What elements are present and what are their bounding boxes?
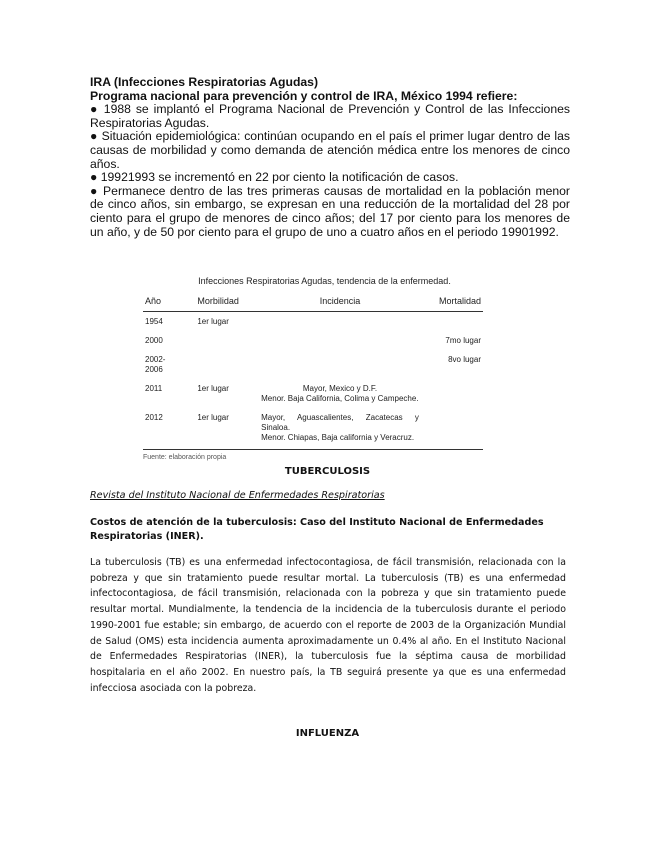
cell-anio: 2011 (145, 384, 163, 393)
incidencia-menor: Menor. Chiapas, Baja california y Veracruz. (261, 433, 415, 442)
cell-mortalidad (421, 379, 483, 408)
cell-anio: 2002-2006 (145, 355, 166, 374)
table-header-row (143, 294, 483, 312)
cell-morbilidad: 1er lugar (181, 408, 259, 450)
cell-morbilidad (181, 350, 259, 379)
header-incidencia: Incidencia (259, 294, 421, 312)
ira-bullet: ● 1988 se implantó el Programa Nacional de Prevención y Control de las Infecciones Respiratorias Agudas. (90, 102, 570, 130)
incidencia-mayor: Mayor, Aguascalientes, Zacatecas y Sinaloa. (261, 413, 419, 432)
influenza-heading: INFLUENZA (295, 728, 360, 739)
incidencia-menor: Menor. Baja California, Colima y Campeche. (261, 394, 419, 403)
header-mortalidad: Mortalidad (421, 294, 483, 312)
cell-morbilidad: 1er lugar (197, 317, 229, 326)
ira-bullet: ● Situación epidemiológica: continúan ocupando en el país el primer lugar dentro de las causas de morbilidad y como demanda de atención médica entre los menores de cinco años. (90, 129, 570, 171)
cell-anio: 2012 (143, 408, 181, 450)
header-anio: Año (143, 294, 181, 312)
cell-anio: 1954 (145, 317, 163, 326)
ira-subtitle: Programa nacional para prevención y control de IRA, México 1994 refiere: (90, 88, 518, 103)
costos-heading: Costos de atención de la tuberculosis: Caso del Instituto Nacional de Enfermedades Respiratorias (INER). (90, 517, 544, 542)
ira-title: IRA (Infecciones Respiratorias Agudas) (90, 75, 319, 89)
table-footnote-cut: Fuente: elaboración propia (143, 454, 227, 461)
cell-incidencia (259, 331, 421, 350)
cell-anio: 2000 (145, 336, 163, 345)
table-title: Infecciones Respiratorias Agudas, tendencia de la enfermedad. (198, 276, 451, 286)
incidencia-mayor: Mayor, Mexico y D.F. (302, 384, 378, 393)
cell-morbilidad (181, 331, 259, 350)
source-reference: Revista del Instituto Nacional de Enfermedades Respiratorias (90, 490, 385, 501)
table-row (143, 331, 483, 350)
cell-mortalidad (421, 312, 483, 332)
table-row (143, 408, 483, 450)
tuberculosis-paragraph: La tuberculosis (TB) es una enfermedad infectocontagiosa, de fácil transmisión, relacionada con la pobreza y que sin tratamiento puede resultar mortal. La tuberculosis (TB) es una enfermedad infectocontagiosa, de fácil transmisión, relacionada con la pobreza y que sin tratamiento puede resultar mortal. Mundialmente, la tendencia de la incidencia de la tuberculosis durante el periodo 1990-2001 fue estable; sin embargo, de acuerdo con el reporte de 2003 de la Organización Mundial de Salud (OMS) esta incidencia aumenta aproximadamente un 0.4% al año. En el Instituto Nacional de Enfermedades Respiratorias (INER), la tuberculosis fue la séptima causa de morbilidad hospitalaria en el año 2002. En nuestro país, la TB seguirá presente ya que es una enfermedad infecciosa asociada con la pobreza. (90, 557, 566, 694)
tuberculosis-heading: TUBERCULOSIS (284, 466, 371, 477)
ira-section (90, 76, 570, 239)
ira-bullet: ● 19921993 se incrementó en 22 por ciento la notificación de casos. (90, 170, 459, 185)
cell-incidencia (259, 379, 421, 408)
header-morbilidad: Morbilidad (181, 294, 259, 312)
ira-trend-table-figure (143, 276, 488, 461)
cell-incidencia (259, 408, 421, 450)
cell-mortalidad: 7mo lugar (445, 336, 481, 345)
table-row (143, 350, 483, 379)
table-row (143, 312, 483, 332)
ira-trend-table (143, 294, 483, 450)
ira-bullet: ● Permanece dentro de las tres primeras causas de mortalidad en la población menor de cinco años, sin embargo, se expresan en una reducción de la mortalidad del 28 por ciento para el grupo de menores de cinco años; del 17 por ciento para los menores de un año, y de 50 por ciento para el grupo de uno a cuatro años en el periodo 19901992. (90, 183, 570, 239)
cell-mortalidad (421, 408, 483, 450)
table-row (143, 379, 483, 408)
cell-incidencia (259, 312, 421, 332)
cell-mortalidad: 8vo lugar (448, 355, 481, 364)
cell-morbilidad: 1er lugar (197, 384, 229, 393)
cell-incidencia (259, 350, 421, 379)
